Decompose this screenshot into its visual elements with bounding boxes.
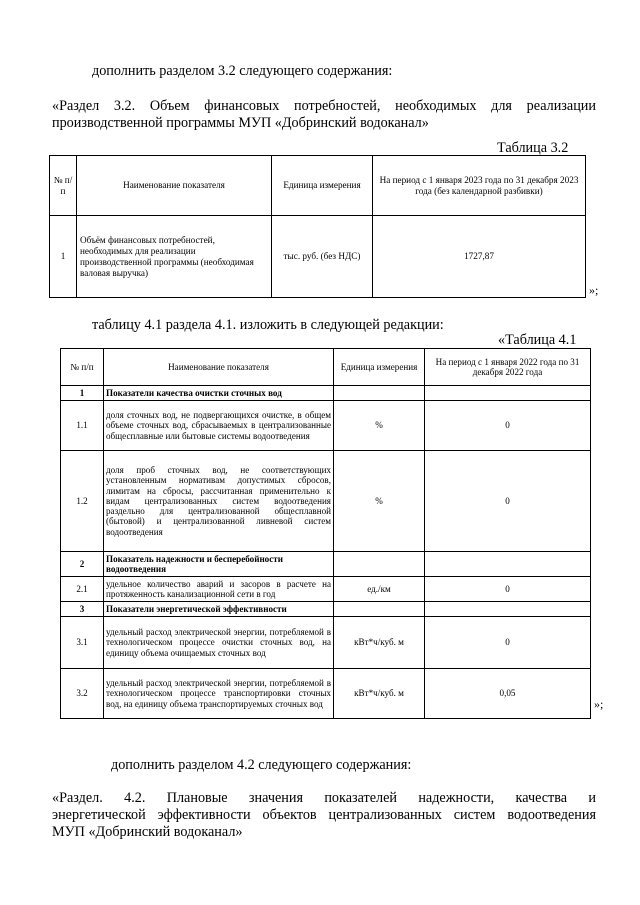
row-unit: [334, 552, 425, 577]
table-3-2: [49, 155, 586, 298]
row-unit: [334, 386, 425, 401]
row-num: 2.1: [61, 577, 104, 602]
header-name: Наименование показателя: [104, 349, 334, 386]
row-name: удельное количество аварий и засоров в расчете на протяженность канализационной сети в год: [104, 577, 334, 602]
row-num: 1: [61, 386, 104, 401]
row-name: Показатель надежности и бесперебойности водоотведения: [104, 552, 334, 577]
table-4-1-close-mark: »;: [594, 697, 604, 711]
row-num: 1: [50, 216, 77, 298]
row-name: доля сточных вод, не подвергающихся очистке, в общем объеме сточных вод, сбрасываемых в централизованные общесплавные или бытовые системы водоотведения: [104, 401, 334, 451]
row-value: 0: [425, 577, 591, 602]
row-name: удельный расход электрической энергии, потребляемой в технологическом процессе очистки сточных вод, на единицу объема очищаемых сточных вод: [104, 617, 334, 669]
row-value: [425, 602, 591, 617]
table-4-1: [60, 348, 591, 719]
row-name: Показатели энергетической эффективности: [104, 602, 334, 617]
intro-paragraph-4-2: дополнить разделом 4.2 следующего содержания:: [111, 757, 412, 773]
section-4-2-heading-line-3: МУП «Добринский водоканал»: [52, 824, 243, 840]
section-3-2-heading-line-2: производственной программы МУП «Добринский водоканал»: [52, 115, 429, 131]
row-name: доля проб сточных вод, не соответствующих установленным нормативам допустимых сбросов, лимитам на сбросы, рассчитанная применительно к видам централизованных систем водоотведения раздельно для централизованной общесплавной (бытовой) и централизованной ливневой систем водоотведения: [104, 451, 334, 552]
row-num: 1.1: [61, 401, 104, 451]
row-value: 0: [425, 401, 591, 451]
intro-paragraph-4-1: таблицу 4.1 раздела 4.1. изложить в следующей редакции:: [92, 317, 444, 333]
section-4-2-heading-line-2: энергетической эффективности объектов централизованных систем водоотведения: [52, 807, 596, 823]
row-unit: %: [334, 401, 425, 451]
table-4-1-header-row: [61, 349, 591, 386]
section-row: [61, 602, 591, 617]
table-row: [61, 577, 591, 602]
table-row: [61, 401, 591, 451]
table-4-1-caption: «Таблица 4.1: [498, 332, 577, 348]
row-unit: ед./км: [334, 577, 425, 602]
row-value: [425, 552, 591, 577]
section-row: [61, 552, 591, 577]
header-num: № п/п: [61, 349, 104, 386]
row-unit: [334, 602, 425, 617]
row-num: 2: [61, 552, 104, 577]
row-num: 1.2: [61, 451, 104, 552]
row-name: Показатели качества очистки сточных вод: [104, 386, 334, 401]
header-unit: Единица измерения: [334, 349, 425, 386]
row-value: [425, 386, 591, 401]
section-row: [61, 386, 591, 401]
row-num: 3.2: [61, 669, 104, 719]
row-unit: кВт*ч/куб. м: [334, 669, 425, 719]
table-3-2-header-row: [50, 156, 586, 216]
row-num: 3: [61, 602, 104, 617]
table-row: [50, 216, 586, 298]
section-4-2-heading-line-1: «Раздел. 4.2. Плановые значения показателей надежности, качества и: [52, 790, 596, 806]
row-unit: кВт*ч/куб. м: [334, 617, 425, 669]
header-period: На период с 1 января 2022 года по 31 декабря 2022 года: [425, 349, 591, 386]
section-3-2-heading-line-1: «Раздел 3.2. Объем финансовых потребностей, необходимых для реализации: [52, 98, 596, 114]
header-period: На период с 1 января 2023 года по 31 декабря 2023 года (без календарной разбивки): [373, 156, 586, 216]
row-value: 0: [425, 617, 591, 669]
row-value: 0,05: [425, 669, 591, 719]
row-num: 3.1: [61, 617, 104, 669]
intro-paragraph-3-2: дополнить разделом 3.2 следующего содержания:: [92, 63, 393, 79]
row-value: 0: [425, 451, 591, 552]
row-unit: тыс. руб. (без НДС): [272, 216, 373, 298]
row-unit: %: [334, 451, 425, 552]
header-name: Наименование показателя: [77, 156, 272, 216]
header-unit: Единица измерения: [272, 156, 373, 216]
table-3-2-caption: Таблица 3.2: [497, 140, 569, 156]
table-3-2-close-mark: »;: [589, 283, 599, 297]
table-row: [61, 617, 591, 669]
header-num: № п/п: [50, 156, 77, 216]
row-value: 1727,87: [373, 216, 586, 298]
table-row: [61, 451, 591, 552]
row-name: удельный расход электрической энергии, потребляемой в технологическом процессе транспортировки сточных вод, на единицу объема транспортируемых сточных вод: [104, 669, 334, 719]
row-name: Объём финансовых потребностей, необходимых для реализации производственной программы (необходимая валовая выручка): [77, 216, 272, 298]
table-row: [61, 669, 591, 719]
